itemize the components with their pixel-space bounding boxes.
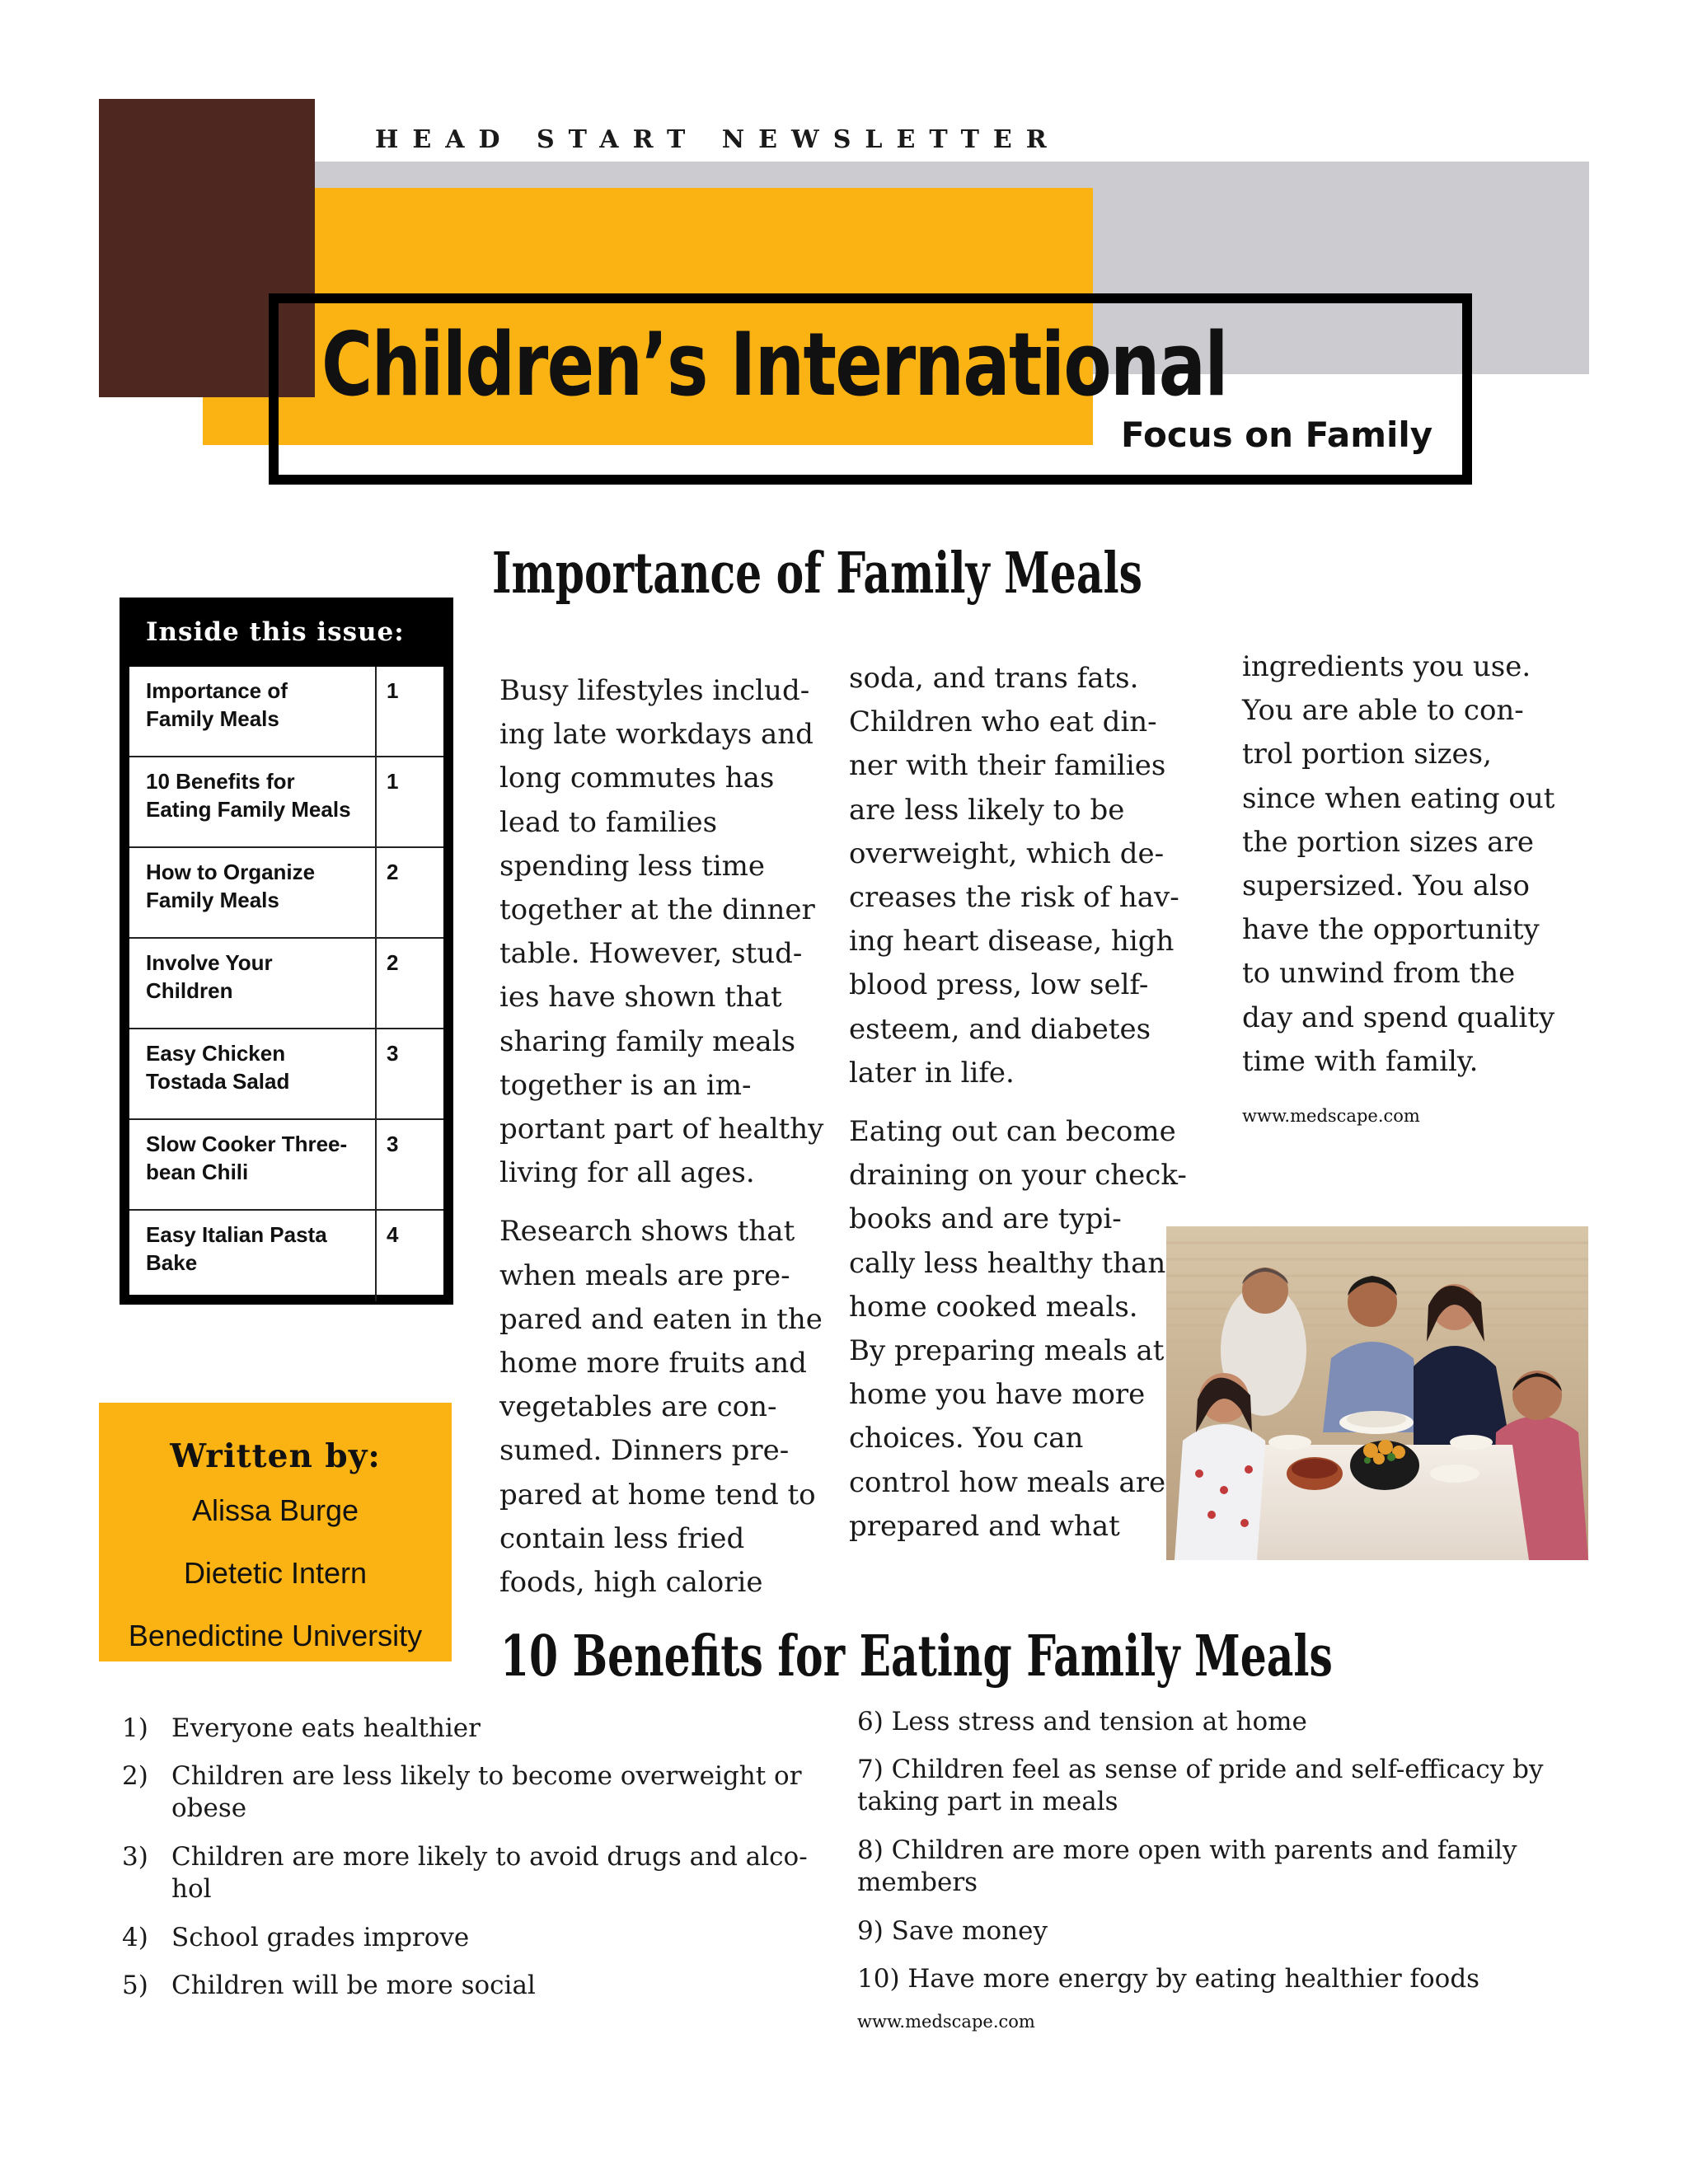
article-line: since when eating out	[1242, 781, 1555, 815]
benefit-text: 10) Have more energy by eating healthier foods	[857, 1964, 1480, 1994]
article-source: www.medscape.com	[1242, 1106, 1420, 1126]
article-line: ingredients you use.	[1242, 650, 1531, 683]
benefit-number: 3)	[122, 1842, 148, 1872]
benefit-text: 8) Children are more open with parents and family members	[857, 1835, 1517, 1897]
benefit-text: School grades improve	[171, 1923, 470, 1952]
article-line: creases the risk of hav-	[849, 881, 1179, 915]
article-line: You are able to con-	[1242, 694, 1524, 728]
inside-this-issue-box	[120, 598, 453, 1305]
article-line: By preparing meals at	[849, 1334, 1165, 1368]
toc-item-page: 3	[387, 1132, 399, 1156]
article-line: lead to families	[499, 805, 718, 839]
article-column-2	[849, 657, 1195, 1549]
toc-divider	[375, 939, 377, 1028]
family-dinner-photo	[1166, 1226, 1588, 1560]
article-line: choices. You can	[849, 1422, 1084, 1455]
toc-divider	[375, 757, 377, 846]
article-line: esteem, and diabetes	[849, 1012, 1151, 1046]
article-line: Children who eat din-	[849, 705, 1157, 739]
toc-item-page: 4	[387, 1222, 399, 1247]
article-paragraph	[499, 669, 829, 1195]
toc-item-title: 10 Benefits for Eating Family Meals	[146, 769, 351, 822]
article-line: Eating out can become	[849, 1115, 1176, 1149]
article-line: home cooked meals.	[849, 1290, 1138, 1324]
toc-row	[129, 939, 443, 1029]
article-line: living for all ages.	[499, 1156, 755, 1190]
article-line: ies have shown that	[499, 981, 782, 1015]
article-line: contain less fried	[499, 1521, 745, 1555]
benefit-text: 7) Children feel as sense of pride and self-efficacy by taking part in meals	[857, 1755, 1544, 1816]
toc-divider	[375, 1211, 377, 1301]
article-line: foods, high calorie	[499, 1566, 763, 1600]
author-organization: Benedictine University	[128, 1619, 423, 1652]
article-paragraph	[499, 1210, 829, 1605]
author-box	[99, 1403, 452, 1661]
toc-item-page: 3	[387, 1041, 399, 1066]
article-line: vegetables are con-	[499, 1390, 777, 1424]
newsletter-title: Children’s International	[321, 314, 1227, 415]
article-line: long commutes has	[499, 762, 775, 795]
article-line: blood press, low self-	[849, 968, 1149, 1002]
toc-item-title: How to Organize Family Meals	[146, 860, 316, 912]
article-line: sharing family meals	[499, 1024, 796, 1058]
author-name: Alissa Burge	[191, 1493, 359, 1527]
article-line: home you have more	[849, 1378, 1146, 1412]
article-paragraph	[849, 657, 1195, 1095]
benefit-text: Children are less likely to become overweight or obese	[171, 1761, 802, 1823]
article-heading-ten-benefits: 10 Benefits for Eating Family Meals	[500, 1624, 1333, 1690]
toc-divider	[375, 1120, 377, 1209]
article-line: together at the dinner	[499, 893, 815, 927]
toc-row	[129, 1211, 443, 1301]
article-paragraph	[849, 1110, 1195, 1549]
article-line: later in life.	[849, 1056, 1015, 1090]
toc-item-page: 2	[387, 860, 399, 884]
article-line: the portion sizes are	[1242, 825, 1534, 859]
toc-divider	[375, 667, 377, 756]
article-line: together is an im-	[499, 1068, 752, 1102]
benefit-text: Children are more likely to avoid drugs and alco-hol	[171, 1842, 808, 1904]
article-line: sumed. Dinners pre-	[499, 1434, 790, 1468]
article-line: pared at home tend to	[499, 1478, 816, 1511]
benefit-number: 4)	[122, 1923, 148, 1952]
article-line: to unwind from the	[1242, 957, 1516, 991]
newsletter-kicker: HEAD START NEWSLETTER	[375, 125, 1061, 154]
article-column-1	[499, 669, 829, 1605]
article-line: when meals are pre-	[499, 1258, 790, 1292]
toc-divider	[375, 848, 377, 937]
article-line: portant part of healthy	[499, 1113, 824, 1146]
article-line: home more fruits and	[499, 1347, 807, 1380]
toc-row	[129, 757, 443, 848]
benefit-text: 6) Less stress and tension at home	[857, 1707, 1307, 1736]
toc-item-title: Involve Your Children	[146, 950, 273, 1003]
toc-heading: Inside this issue:	[146, 617, 405, 647]
article-line: spending less time	[499, 849, 765, 883]
article-line: supersized. You also	[1242, 869, 1530, 903]
article-line: Research shows that	[499, 1215, 795, 1249]
article-line: prepared and what	[849, 1509, 1120, 1543]
article-line: ing heart disease, high	[849, 925, 1175, 958]
benefit-number: 1)	[122, 1713, 148, 1743]
article-line: cally less healthy than	[849, 1246, 1166, 1280]
toc-row	[129, 1120, 443, 1211]
benefit-text: Children will be more social	[171, 1971, 536, 2000]
toc-table	[129, 667, 443, 1295]
author-title: Dietetic Intern	[183, 1556, 368, 1590]
toc-item-title: Easy Chicken Tostada Salad	[146, 1041, 290, 1094]
toc-item-title: Slow Cooker Three-bean Chili	[146, 1132, 348, 1184]
article-line: overweight, which de-	[849, 837, 1165, 870]
article-line: have the opportunity	[1242, 913, 1540, 947]
toc-item-page: 1	[387, 769, 399, 794]
toc-row	[129, 848, 443, 939]
benefit-number: 2)	[122, 1761, 148, 1791]
toc-row	[129, 1029, 443, 1120]
article-line: soda, and trans fats.	[849, 662, 1139, 695]
toc-item-title: Easy Italian Pasta Bake	[146, 1222, 327, 1275]
article-paragraph	[1242, 645, 1588, 1084]
article-line: day and spend quality	[1242, 1001, 1555, 1034]
article-line: books and are typi-	[849, 1202, 1122, 1236]
article-line: control how meals are	[849, 1465, 1166, 1499]
article-line: ner with their families	[849, 749, 1166, 783]
article-line: are less likely to be	[849, 793, 1125, 827]
toc-item-page: 1	[387, 678, 399, 703]
article-line: trol portion sizes,	[1242, 738, 1492, 771]
article-column-3	[1242, 645, 1588, 1084]
article-heading-family-meals: Importance of Family Meals	[492, 541, 1142, 607]
toc-row	[129, 667, 443, 757]
article-line: pared and eaten in the	[499, 1302, 823, 1336]
article-line: Busy lifestyles includ-	[499, 674, 810, 707]
author-label: Written by:	[170, 1437, 381, 1475]
article-line: ing late workdays and	[499, 718, 814, 752]
toc-item-title: Importance of Family Meals	[146, 678, 288, 731]
benefit-number: 5)	[122, 1971, 148, 2000]
benefit-text: Everyone eats healthier	[171, 1713, 481, 1743]
article-source: www.medscape.com	[857, 2012, 1035, 2032]
newsletter-subtitle: Focus on Family	[1121, 415, 1433, 455]
article-line: table. However, stud-	[499, 937, 803, 971]
benefit-text: 9) Save money	[857, 1916, 1048, 1946]
article-line: time with family.	[1242, 1044, 1479, 1078]
toc-divider	[375, 1029, 377, 1118]
toc-item-page: 2	[387, 950, 399, 975]
article-line: draining on your check-	[849, 1159, 1187, 1193]
